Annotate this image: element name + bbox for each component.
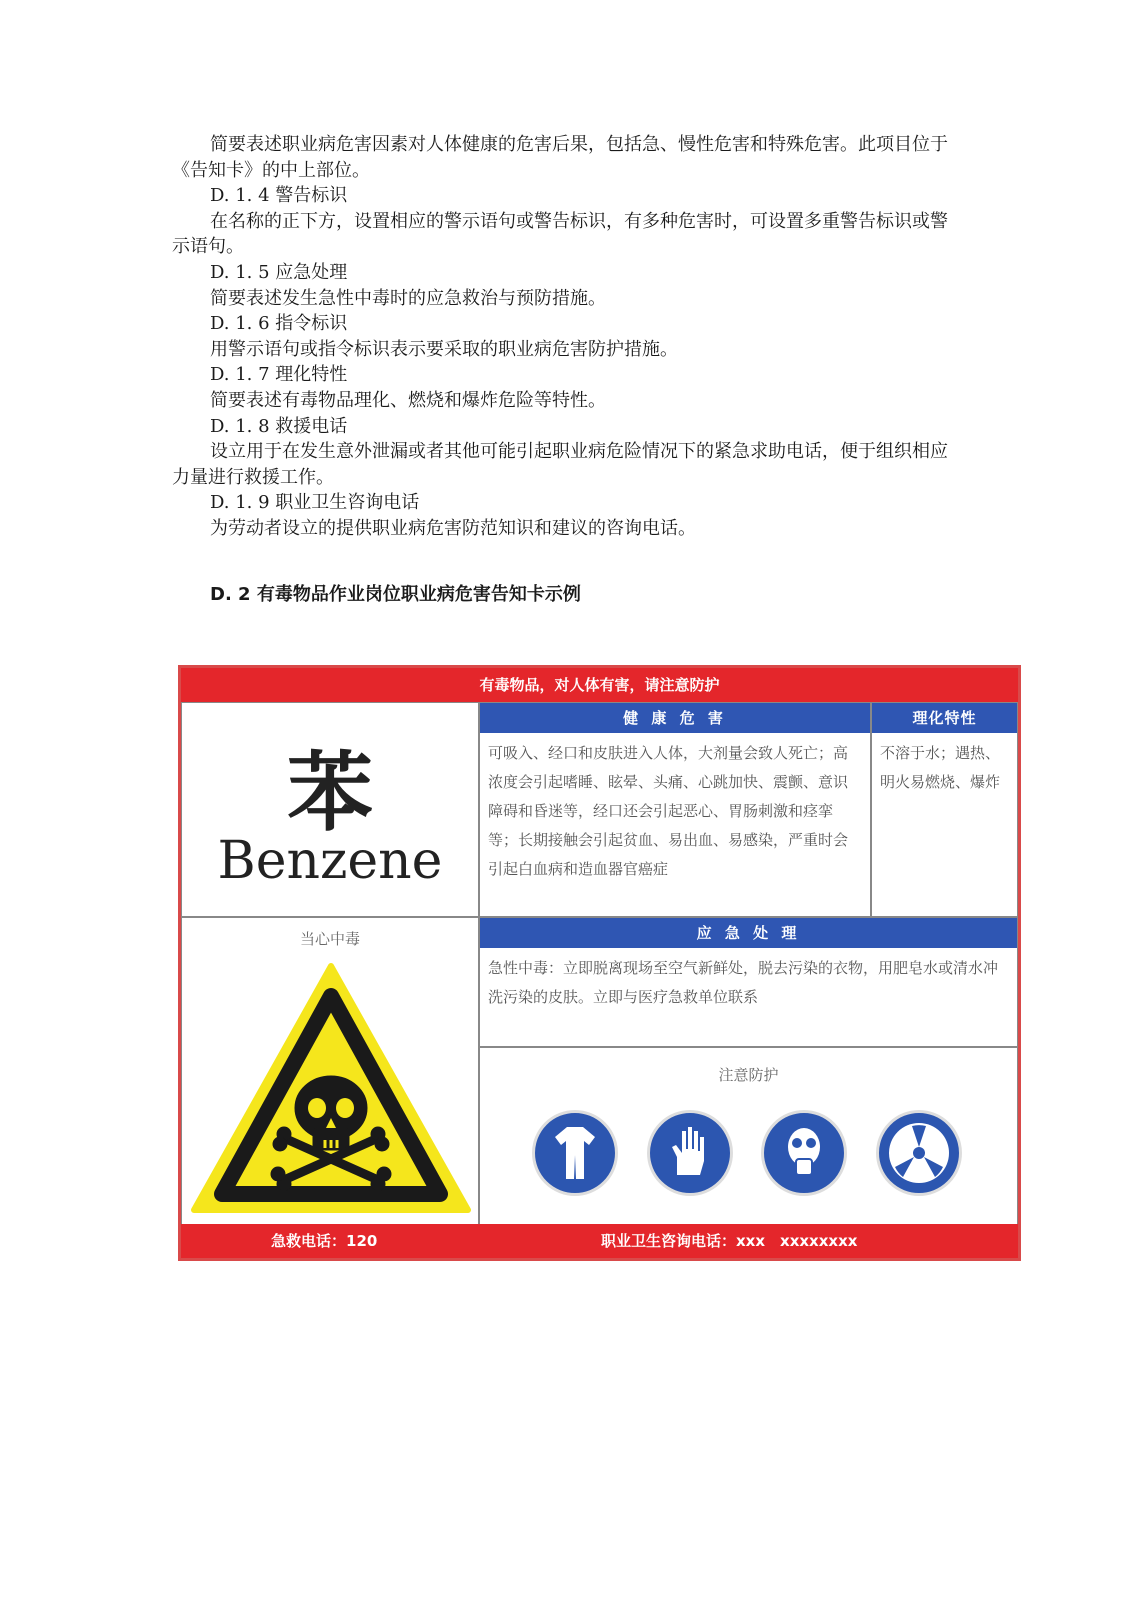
emergency-title: 应 急 处 理 [480, 918, 1017, 948]
physchem-title: 理化特性 [872, 703, 1017, 733]
paragraph: 简要表述有毒物品理化、燃烧和爆炸危险等特性。 [210, 389, 606, 411]
health-hazard-cell [479, 702, 871, 917]
emergency-text: 急性中毒：立即脱离现场至空气新鲜处，脱去污染的衣物，用肥皂水或清水冲洗污染的皮肤。立即与医疗急救单位联系 [488, 959, 999, 1006]
physchem-text: 不溶于水；遇热、明火易燃烧、爆炸 [880, 744, 1001, 791]
health-hazard-title: 健 康 危 害 [480, 703, 870, 733]
emergency-cell [479, 917, 1018, 1047]
hazard-notice-card [178, 665, 1021, 1261]
subsection-heading: D. 1. 8 救援电话 [210, 415, 348, 437]
paragraph: 为劳动者设立的提供职业病危害防范知识和建议的咨询电话。 [210, 517, 696, 539]
protection-icons [532, 1110, 962, 1196]
protective-clothing-icon [532, 1110, 618, 1196]
subsection-heading: D. 1. 9 职业卫生咨询电话 [210, 492, 420, 514]
health-hazard-text: 可吸入、经口和皮肤进入人体，大剂量会致人死亡；高浓度会引起嗜睡、眩晕、头痛、心跳加快、震颤、意识障碍和昏迷等，经口还会引起恶心、胃肠刺激和痉挛等；长期接触会引起贫血、易出血、易感染，严重时会引起白血病和造血器官癌症 [488, 744, 849, 878]
paragraph: 简要表述职业病危害因素对人体健康的危害后果，包括急、慢性危害和特殊危害。此项目位于《告知卡》的中上部位。 [172, 134, 948, 181]
consult-phone: 职业卫生咨询电话：xxx xxxxxxxx [601, 1232, 858, 1250]
paragraph: 设立用于在发生意外泄漏或者其他可能引起职业病危险情况下的紧急求助电话，便于组织相应力量进行救援工作。 [172, 441, 948, 488]
section-title: D. 2 有毒物品作业岗位职业病危害告知卡示例 [210, 584, 581, 605]
paragraph: 在名称的正下方，设置相应的警示语句或警告标识，有多种危害时，可设置多重警告标识或警示语句。 [172, 210, 948, 258]
paragraph: 简要表述发生急性中毒时的应急救治与预防措施。 [210, 287, 606, 309]
physchem-cell [871, 702, 1018, 917]
document-body [172, 132, 962, 542]
top-banner: 有毒物品，对人体有害，请注意防护 [181, 668, 1018, 702]
paragraph: 用警示语句或指令标识表示要采取的职业病危害防护措施。 [210, 338, 678, 360]
warning-sign-cell [181, 917, 479, 1226]
warning-label: 当心中毒 [299, 930, 360, 948]
substance-name-cn: 苯 [287, 743, 373, 843]
gas-mask-icon [761, 1110, 847, 1196]
subsection-heading: D. 1. 5 应急处理 [210, 261, 348, 283]
subsection-heading: D. 1. 6 指令标识 [210, 313, 348, 335]
bottom-banner [181, 1224, 1018, 1258]
protection-label: 注意防护 [718, 1066, 779, 1084]
substance-name-cell [181, 702, 479, 917]
protective-gloves-icon [647, 1110, 733, 1196]
substance-name-en: Benzene [217, 831, 443, 891]
ventilation-icon [876, 1110, 962, 1196]
subsection-heading: D. 1. 4 警告标识 [210, 185, 348, 207]
protection-cell [479, 1047, 1018, 1226]
subsection-heading: D. 1. 7 理化特性 [210, 364, 348, 386]
emergency-phone: 急救电话：120 [271, 1232, 378, 1250]
poison-warning-icon [186, 958, 476, 1218]
